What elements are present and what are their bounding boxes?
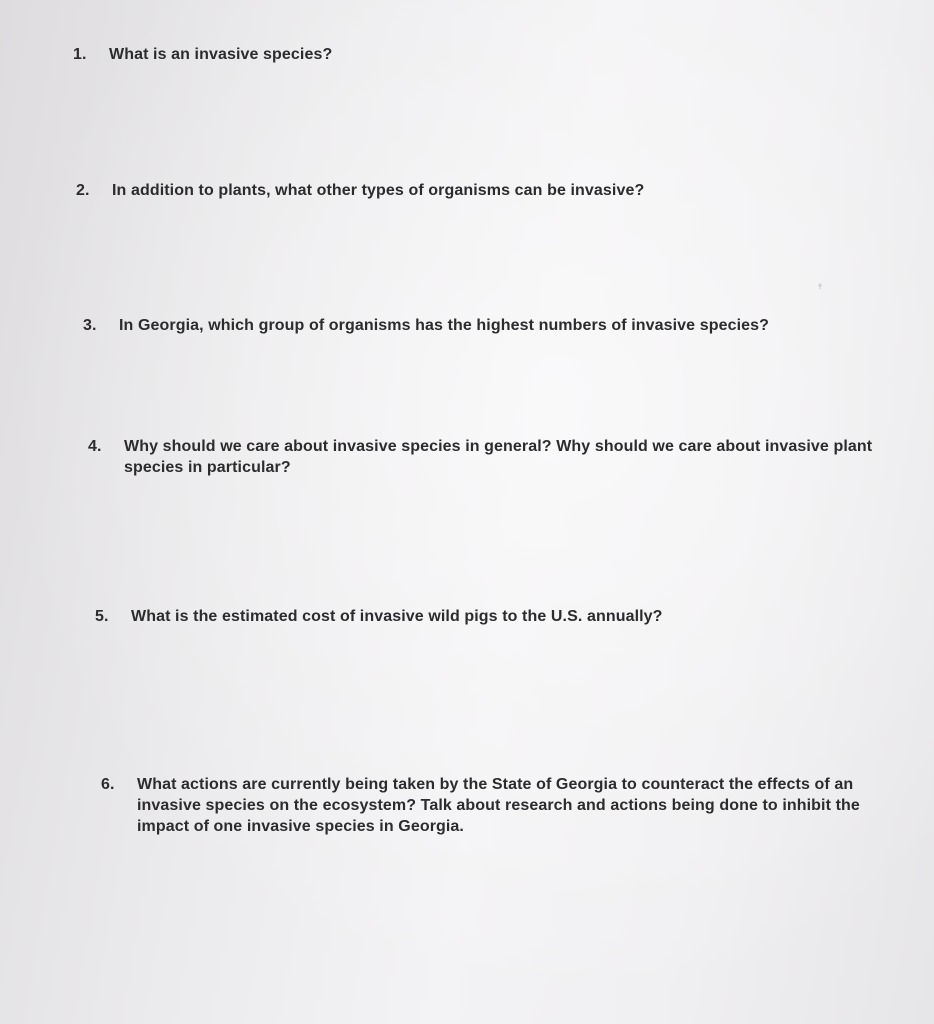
question-number: 1. xyxy=(73,46,87,63)
question-text: In addition to plants, what other types of organisms can be invasive? xyxy=(112,182,645,199)
paper-mark xyxy=(818,282,822,288)
question-1 xyxy=(73,44,673,65)
question-6 xyxy=(101,774,861,837)
question-text: What actions are currently being taken by the State of Georgia to counteract the effects of an invasive species on the ecosystem? Talk about research and actions being done to inhibit the impact of one invasive species in Georgia. xyxy=(137,776,860,835)
question-number: 5. xyxy=(95,608,109,625)
question-text: In Georgia, which group of organisms has the highest numbers of invasive species? xyxy=(119,317,770,334)
question-2 xyxy=(76,180,776,201)
question-number: 2. xyxy=(76,182,90,199)
question-3 xyxy=(83,315,803,336)
question-5 xyxy=(95,606,715,627)
question-text: Why should we care about invasive species in general? Why should we care about invasive plant species in particular? xyxy=(124,438,873,476)
question-number: 3. xyxy=(83,317,97,334)
question-text: What is the estimated cost of invasive wild pigs to the U.S. annually? xyxy=(131,608,663,625)
question-4 xyxy=(88,436,888,478)
question-number: 6. xyxy=(101,776,115,793)
question-text: What is an invasive species? xyxy=(109,46,333,63)
question-number: 4. xyxy=(88,438,102,455)
